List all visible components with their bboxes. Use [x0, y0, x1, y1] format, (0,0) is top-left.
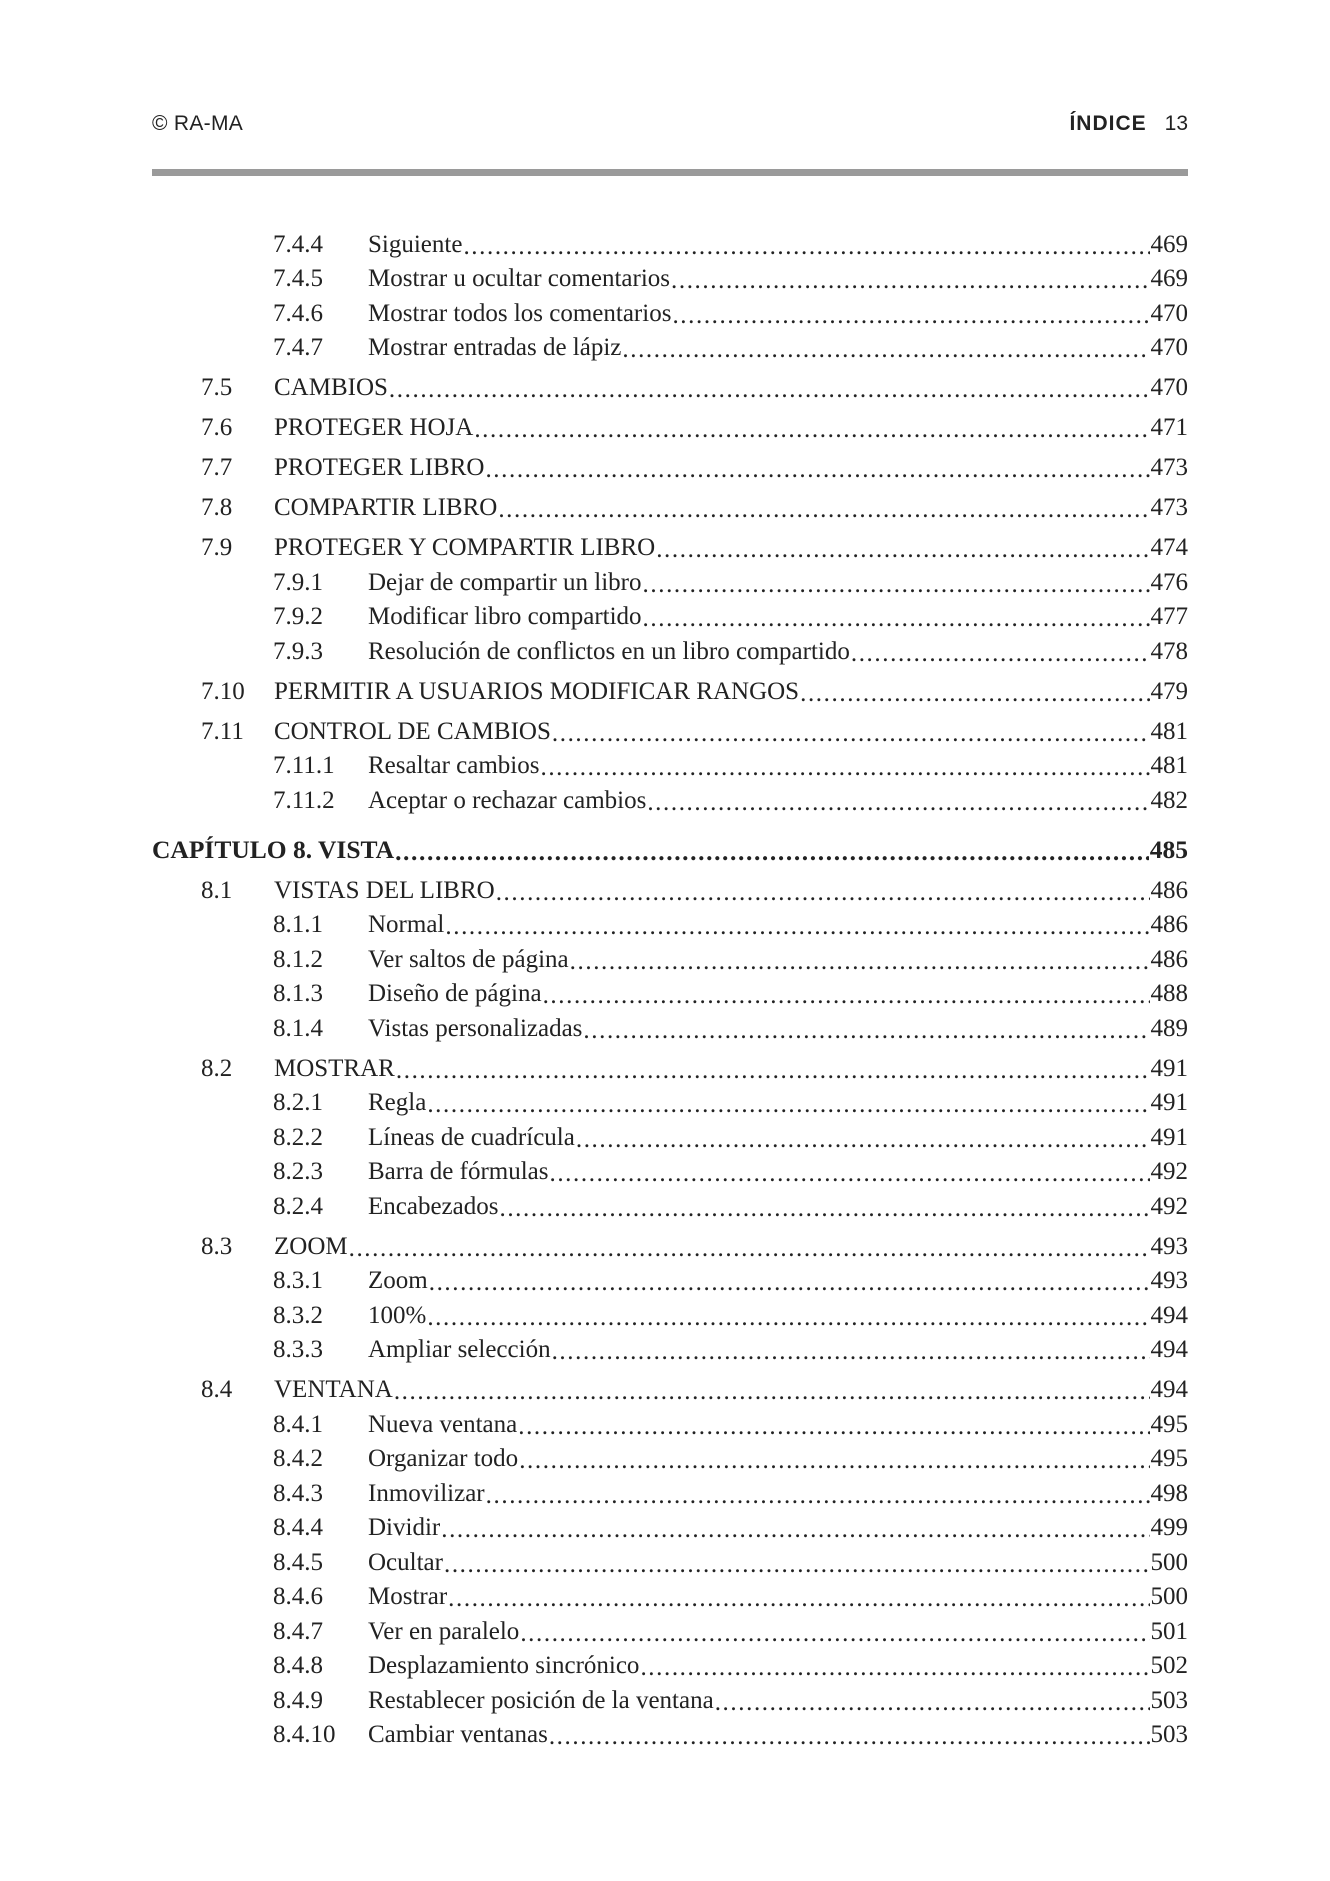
dot-leader — [576, 1126, 1150, 1152]
toc-entry-page: 486 — [1150, 876, 1188, 904]
toc-entry-number: 7.5 — [201, 374, 233, 401]
toc-entry-title: Dejar de compartir un libro — [368, 568, 642, 596]
dot-leader — [486, 1482, 1150, 1508]
dot-leader — [427, 1304, 1149, 1330]
toc-entry-title: Regla — [368, 1089, 427, 1116]
toc-subsection-entry — [152, 1295, 1188, 1330]
toc-entry-page: 469 — [1150, 265, 1188, 292]
dot-leader — [552, 720, 1150, 746]
toc-entry-title: PROTEGER LIBRO — [274, 454, 485, 481]
header-right — [1069, 112, 1188, 136]
toc-entry-page: 486 — [1150, 911, 1188, 938]
toc-entry-number: 8.2.4 — [273, 1192, 323, 1220]
toc-entry-page: 499 — [1150, 1514, 1188, 1541]
dot-leader — [552, 1338, 1150, 1364]
toc-entry-number: 7.6 — [201, 414, 233, 441]
toc-entry-title: Resolución de conflictos en un libro compartido — [368, 637, 850, 665]
toc-entry-page: 477 — [1150, 603, 1188, 630]
toc-entry-page: 469 — [1150, 230, 1188, 258]
toc-entry-title: Modificar libro compartido — [368, 603, 642, 630]
dot-leader — [427, 1091, 1149, 1117]
toc-entry-title: Zoom — [368, 1267, 428, 1294]
toc-entry-number: 8.3.1 — [273, 1267, 323, 1294]
toc-entry-page: 498 — [1150, 1479, 1188, 1507]
toc-entry-number: 8.4.6 — [273, 1583, 323, 1610]
toc-entry-title: Diseño de página — [368, 980, 542, 1007]
toc-entry-page: 494 — [1150, 1336, 1188, 1363]
toc-subsection-entry — [152, 1186, 1188, 1221]
dot-leader — [549, 1160, 1149, 1186]
dot-leader — [671, 267, 1150, 293]
toc-entry-title: VENTANA — [274, 1376, 393, 1403]
toc-section-entry — [152, 528, 1188, 563]
toc-section-entry — [152, 870, 1188, 905]
toc-subsection-entry — [152, 631, 1188, 666]
toc-entry-page: 474 — [1150, 534, 1188, 561]
dot-leader — [643, 571, 1150, 597]
toc-entry-page: 488 — [1150, 980, 1188, 1007]
dot-leader — [640, 1654, 1149, 1680]
toc-entry-page: 493 — [1150, 1267, 1188, 1294]
dot-leader — [518, 1413, 1149, 1439]
dot-leader — [715, 1689, 1150, 1715]
toc-subsection-entry — [152, 746, 1188, 781]
toc-entry-page: 481 — [1150, 717, 1188, 745]
toc-entry-title: CAPÍTULO 8. VISTA — [152, 834, 395, 864]
toc-entry-title: Líneas de cuadrícula — [368, 1123, 575, 1151]
toc-subsection-entry — [152, 1680, 1188, 1715]
toc-entry-title: Ampliar selección — [368, 1336, 551, 1363]
toc-entry-number: 7.4.5 — [273, 265, 323, 292]
page-header — [152, 112, 1188, 142]
toc-entry-page: 495 — [1150, 1410, 1188, 1438]
toc-entry-page: 478 — [1150, 637, 1188, 665]
toc-entry-title: Normal — [368, 911, 445, 938]
toc-entry-number: 8.4.2 — [273, 1445, 323, 1472]
toc-section-entry — [152, 408, 1188, 443]
toc-entry-title: Inmovilizar — [368, 1479, 485, 1507]
toc-entry-number: 8.4.1 — [273, 1410, 323, 1438]
toc-entry-page: 502 — [1150, 1652, 1188, 1679]
toc-section-entry — [152, 368, 1188, 403]
section-title: ÍNDICE — [1069, 112, 1147, 135]
dot-leader — [485, 456, 1149, 482]
toc-entry-number: 7.7 — [201, 454, 233, 481]
toc-section-entry — [152, 671, 1188, 706]
dot-leader — [394, 1378, 1150, 1404]
toc-subsection-entry — [152, 1577, 1188, 1612]
dot-leader — [800, 680, 1149, 706]
toc-section-entry — [152, 1226, 1188, 1261]
page-number: 13 — [1164, 112, 1188, 135]
toc-subsection-entry — [152, 1715, 1188, 1750]
toc-entry-number: 7.4.7 — [273, 334, 323, 361]
toc-entry-title: Ocultar — [368, 1548, 443, 1576]
toc-entry-page: 503 — [1150, 1721, 1188, 1748]
toc-entry-title: Mostrar u ocultar comentarios — [368, 265, 670, 292]
toc-entry-title: Ver en paralelo — [368, 1617, 520, 1645]
toc-entry-number: 8.1.1 — [273, 911, 323, 938]
toc-entry-page: 473 — [1150, 494, 1188, 521]
table-of-contents — [152, 224, 1188, 1749]
toc-entry-page: 491 — [1150, 1089, 1188, 1116]
toc-entry-page: 486 — [1150, 945, 1188, 973]
toc-entry-page: 500 — [1150, 1583, 1188, 1610]
dot-leader — [543, 982, 1150, 1008]
toc-section-entry — [152, 1048, 1188, 1083]
toc-entry-number: 7.11.2 — [273, 786, 335, 814]
toc-entry-title: Resaltar cambios — [368, 752, 540, 779]
toc-entry-title: 100% — [368, 1301, 427, 1329]
toc-entry-title: Siguiente — [368, 230, 463, 258]
toc-entry-page: 494 — [1150, 1301, 1188, 1329]
toc-entry-title: Vistas personalizadas — [368, 1014, 583, 1042]
toc-subsection-entry — [152, 259, 1188, 294]
toc-chapter-entry — [152, 825, 1188, 865]
dot-leader — [583, 1017, 1149, 1043]
toc-entry-number: 8.3 — [201, 1232, 233, 1260]
toc-entry-title: Mostrar — [368, 1583, 448, 1610]
toc-entry-title: PROTEGER HOJA — [274, 414, 474, 441]
toc-entry-number: 8.3.3 — [273, 1336, 323, 1363]
toc-subsection-entry — [152, 780, 1188, 815]
toc-subsection-entry — [152, 1646, 1188, 1681]
toc-entry-number: 7.10 — [201, 677, 245, 705]
toc-entry-title: Organizar todo — [368, 1445, 519, 1472]
dot-leader — [540, 754, 1149, 780]
toc-entry-page: 500 — [1150, 1548, 1188, 1576]
toc-section-entry — [152, 1370, 1188, 1405]
header-rule — [152, 169, 1188, 176]
toc-subsection-entry — [152, 1261, 1188, 1296]
toc-subsection-entry — [152, 939, 1188, 974]
toc-entry-number: 7.9.2 — [273, 603, 323, 630]
toc-section-entry — [152, 711, 1188, 746]
toc-entry-page: 482 — [1150, 786, 1188, 814]
toc-entry-title: Dividir — [368, 1514, 441, 1541]
toc-subsection-entry — [152, 1611, 1188, 1646]
toc-entry-page: 481 — [1150, 752, 1188, 779]
toc-entry-page: 470 — [1150, 299, 1188, 327]
toc-entry-title: ZOOM — [274, 1232, 348, 1260]
toc-subsection-entry — [152, 1083, 1188, 1118]
toc-entry-page: 470 — [1150, 334, 1188, 361]
toc-entry-page: 495 — [1150, 1445, 1188, 1472]
dot-leader — [647, 789, 1149, 815]
dot-leader — [672, 302, 1149, 328]
toc-entry-page: 493 — [1150, 1232, 1188, 1260]
toc-entry-title: Mostrar entradas de lápiz — [368, 334, 622, 361]
toc-entry-number: 7.11.1 — [273, 752, 335, 779]
dot-leader — [656, 536, 1149, 562]
toc-entry-title: Encabezados — [368, 1192, 499, 1220]
toc-entry-title: MOSTRAR — [274, 1054, 395, 1082]
toc-entry-title: Barra de fórmulas — [368, 1158, 549, 1185]
dot-leader — [499, 1195, 1149, 1221]
toc-entry-number: 8.4.5 — [273, 1548, 323, 1576]
dot-leader — [474, 416, 1149, 442]
toc-entry-title: PERMITIR A USUARIOS MODIFICAR RANGOS — [274, 677, 800, 705]
toc-entry-number: 8.1.2 — [273, 945, 323, 973]
toc-entry-number: 8.4.8 — [273, 1652, 323, 1679]
toc-entry-page: 503 — [1150, 1686, 1188, 1714]
toc-entry-page: 492 — [1150, 1158, 1188, 1185]
toc-entry-number: 8.1.4 — [273, 1014, 323, 1042]
toc-subsection-entry — [152, 597, 1188, 632]
toc-entry-page: 485 — [1149, 834, 1188, 864]
toc-entry-page: 473 — [1150, 454, 1188, 481]
toc-entry-title: Desplazamiento sincrónico — [368, 1652, 640, 1679]
toc-entry-page: 491 — [1150, 1123, 1188, 1151]
dot-leader — [643, 605, 1150, 631]
toc-entry-number: 7.9.3 — [273, 637, 323, 665]
toc-entry-number: 7.4.4 — [273, 230, 323, 258]
toc-entry-page: 501 — [1150, 1617, 1188, 1645]
toc-entry-number: 8.4.3 — [273, 1479, 323, 1507]
dot-leader — [496, 879, 1150, 905]
toc-section-entry — [152, 448, 1188, 483]
toc-entry-number: 8.3.2 — [273, 1301, 323, 1329]
toc-subsection-entry — [152, 1473, 1188, 1508]
dot-leader — [396, 1057, 1150, 1083]
toc-entry-title: Nueva ventana — [368, 1410, 518, 1438]
toc-entry-page: 492 — [1150, 1192, 1188, 1220]
toc-subsection-entry — [152, 1439, 1188, 1474]
toc-subsection-entry — [152, 1404, 1188, 1439]
toc-subsection-entry — [152, 905, 1188, 940]
dot-leader — [622, 336, 1149, 362]
toc-entry-number: 8.4.4 — [273, 1514, 323, 1541]
copyright-label: © RA-MA — [152, 112, 244, 135]
dot-leader — [349, 1235, 1150, 1261]
toc-subsection-entry — [152, 1117, 1188, 1152]
dot-leader — [429, 1269, 1150, 1295]
toc-entry-number: 7.11 — [201, 717, 244, 745]
toc-entry-number: 8.4.7 — [273, 1617, 323, 1645]
toc-entry-page: 491 — [1150, 1054, 1188, 1082]
dot-leader — [851, 640, 1150, 666]
toc-entry-number: 8.2.3 — [273, 1158, 323, 1185]
toc-entry-page: 470 — [1150, 374, 1188, 401]
toc-subsection-entry — [152, 1152, 1188, 1187]
toc-entry-number: 8.4 — [201, 1376, 233, 1403]
toc-entry-number: 8.2.1 — [273, 1089, 323, 1116]
dot-leader — [445, 913, 1149, 939]
toc-entry-title: Restablecer posición de la ventana — [368, 1686, 714, 1714]
toc-entry-title: PROTEGER Y COMPARTIR LIBRO — [274, 534, 656, 561]
toc-entry-number: 8.2 — [201, 1054, 233, 1082]
toc-entry-title: VISTAS DEL LIBRO — [274, 876, 495, 904]
toc-entry-number: 8.4.10 — [273, 1721, 336, 1748]
dot-leader — [570, 948, 1150, 974]
dot-leader — [498, 496, 1149, 522]
dot-leader — [520, 1620, 1149, 1646]
dot-leader — [395, 839, 1149, 865]
dot-leader — [444, 1551, 1150, 1577]
toc-entry-title: Cambiar ventanas — [368, 1721, 548, 1748]
toc-entry-number: 8.2.2 — [273, 1123, 323, 1151]
toc-entry-title: COMPARTIR LIBRO — [274, 494, 498, 521]
toc-entry-title: Aceptar o rechazar cambios — [368, 786, 647, 814]
toc-subsection-entry — [152, 562, 1188, 597]
toc-entry-title: Mostrar todos los comentarios — [368, 299, 672, 327]
toc-entry-number: 7.8 — [201, 494, 233, 521]
dot-leader — [389, 376, 1150, 402]
toc-entry-page: 476 — [1150, 568, 1188, 596]
toc-entry-title: Ver saltos de página — [368, 945, 569, 973]
dot-leader — [448, 1585, 1149, 1611]
toc-entry-number: 8.1.3 — [273, 980, 323, 1007]
toc-entry-page: 494 — [1150, 1376, 1188, 1403]
toc-subsection-entry — [152, 1008, 1188, 1043]
toc-subsection-entry — [152, 293, 1188, 328]
toc-entry-number: 8.1 — [201, 876, 233, 904]
toc-subsection-entry — [152, 224, 1188, 259]
toc-subsection-entry — [152, 1542, 1188, 1577]
toc-entry-page: 489 — [1150, 1014, 1188, 1042]
toc-entry-title: CONTROL DE CAMBIOS — [274, 717, 551, 745]
toc-subsection-entry — [152, 328, 1188, 363]
toc-entry-number: 7.9 — [201, 534, 233, 561]
toc-section-entry — [152, 488, 1188, 523]
dot-leader — [463, 233, 1149, 259]
toc-subsection-entry — [152, 1508, 1188, 1543]
dot-leader — [549, 1723, 1150, 1749]
toc-subsection-entry — [152, 974, 1188, 1009]
dot-leader — [519, 1447, 1149, 1473]
dot-leader — [441, 1516, 1149, 1542]
toc-entry-number: 8.4.9 — [273, 1686, 323, 1714]
toc-entry-number: 7.9.1 — [273, 568, 323, 596]
toc-entry-page: 479 — [1150, 677, 1188, 705]
toc-subsection-entry — [152, 1330, 1188, 1365]
toc-entry-page: 471 — [1150, 414, 1188, 441]
toc-entry-title: CAMBIOS — [274, 374, 388, 401]
toc-entry-number: 7.4.6 — [273, 299, 323, 327]
